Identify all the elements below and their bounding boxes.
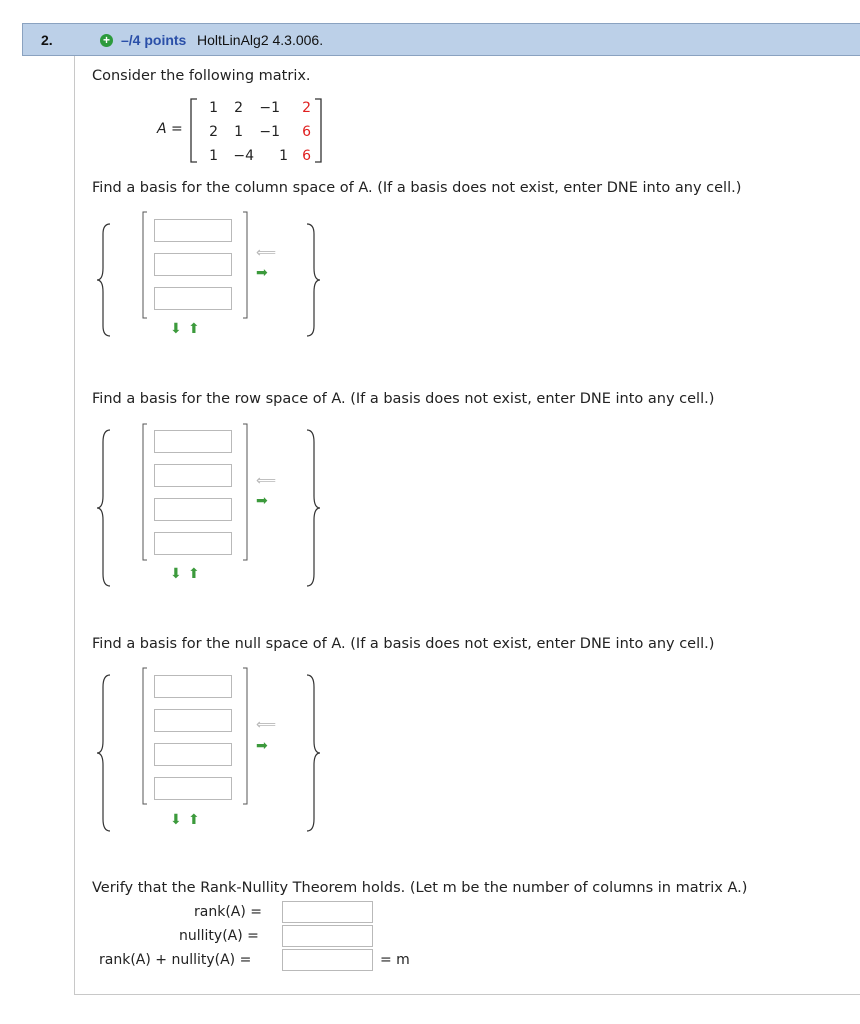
- null-space-prompt: Find a basis for the null space of A. (If a basis does not exist, enter DNE into any cell.): [92, 636, 715, 652]
- right-curly-brace: [302, 222, 322, 338]
- add-column-arrow-icon[interactable]: ➡: [256, 738, 268, 754]
- right-curly-brace: [302, 673, 322, 833]
- matrix-cell: 6: [302, 124, 311, 140]
- matrix-cell: −1: [259, 100, 280, 116]
- remove-column-arrow-icon[interactable]: ⟸: [256, 717, 277, 733]
- matrix-cell: 1: [234, 124, 243, 140]
- matrix-cell: −4: [233, 148, 254, 164]
- sum-input[interactable]: [282, 949, 373, 971]
- remove-row-arrow-icon[interactable]: ⬆: [188, 321, 200, 337]
- matrix-cell: 2: [234, 100, 243, 116]
- remove-row-arrow-icon[interactable]: ⬆: [188, 566, 200, 582]
- null-basis-input[interactable]: [154, 709, 232, 732]
- question-id: HoltLinAlg2 4.3.006.: [197, 32, 324, 48]
- row-basis-input[interactable]: [154, 498, 232, 521]
- verify-prompt: Verify that the Rank-Nullity Theorem holds. (Let m be the number of columns in matrix A.): [92, 880, 748, 896]
- remove-row-arrow-icon[interactable]: ⬆: [188, 812, 200, 828]
- null-basis-input[interactable]: [154, 777, 232, 800]
- rank-label: rank(A) =: [194, 904, 262, 920]
- question-points: –/4 points: [121, 32, 187, 48]
- equals-m: = m: [380, 952, 410, 968]
- right-curly-brace: [302, 428, 322, 588]
- matrix-cell: 2: [302, 100, 311, 116]
- question-header: [22, 23, 860, 56]
- matrix-cell: 1: [279, 148, 288, 164]
- rank-input[interactable]: [282, 901, 373, 923]
- sum-label: rank(A) + nullity(A) =: [99, 952, 252, 968]
- matrix-cell: 2: [209, 124, 218, 140]
- matrix-cell: 6: [302, 148, 311, 164]
- add-column-arrow-icon[interactable]: ➡: [256, 493, 268, 509]
- left-curly-brace: [95, 428, 115, 588]
- add-column-arrow-icon[interactable]: ➡: [256, 265, 268, 281]
- column-basis-input[interactable]: [154, 287, 232, 310]
- remove-column-arrow-icon[interactable]: ⟸: [256, 245, 277, 261]
- nullity-label: nullity(A) =: [179, 928, 259, 944]
- matrix-cell: 1: [209, 148, 218, 164]
- add-row-arrow-icon[interactable]: ⬇: [170, 812, 182, 828]
- expand-plus-icon[interactable]: +: [100, 34, 113, 47]
- column-space-prompt: Find a basis for the column space of A. (If a basis does not exist, enter DNE into any cell.): [92, 180, 742, 196]
- left-curly-brace: [95, 673, 115, 833]
- question-number: 2.: [41, 32, 53, 48]
- column-basis-input[interactable]: [154, 219, 232, 242]
- nullity-input[interactable]: [282, 925, 373, 947]
- row-basis-input[interactable]: [154, 430, 232, 453]
- row-space-prompt: Find a basis for the row space of A. (If a basis does not exist, enter DNE into any cell.): [92, 391, 715, 407]
- column-basis-input[interactable]: [154, 253, 232, 276]
- matrix-cell: 1: [209, 100, 218, 116]
- row-basis-input[interactable]: [154, 532, 232, 555]
- left-curly-brace: [95, 222, 115, 338]
- matrix-cell: −1: [259, 124, 280, 140]
- add-row-arrow-icon[interactable]: ⬇: [170, 566, 182, 582]
- intro-text: Consider the following matrix.: [92, 68, 311, 84]
- row-basis-input[interactable]: [154, 464, 232, 487]
- add-row-arrow-icon[interactable]: ⬇: [170, 321, 182, 337]
- null-basis-input[interactable]: [154, 675, 232, 698]
- null-basis-input[interactable]: [154, 743, 232, 766]
- matrix-label: A =: [157, 121, 183, 137]
- remove-column-arrow-icon[interactable]: ⟸: [256, 473, 277, 489]
